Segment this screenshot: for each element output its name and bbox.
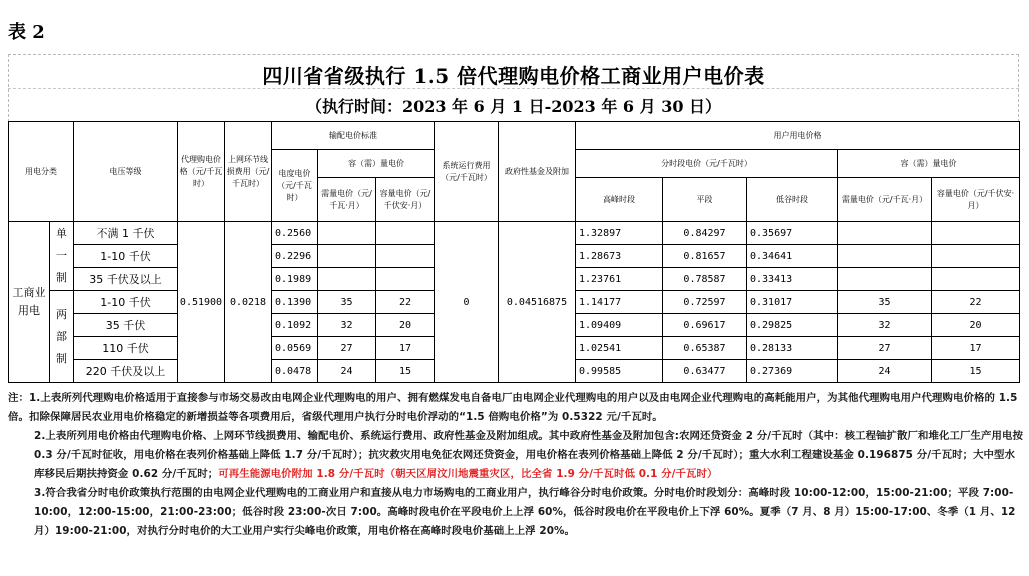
header-gov-fund: 政府性基金及附加: [499, 122, 576, 222]
user-demand-cell: [838, 222, 932, 245]
voltage-cell: 1-10 千伏: [74, 245, 178, 268]
energy-cell: 0.0478: [272, 360, 318, 383]
flat-cell: 0.78587: [663, 268, 747, 291]
demand-cell: [318, 245, 376, 268]
peak-cell: 1.09409: [576, 314, 663, 337]
peak-cell: 1.02541: [576, 337, 663, 360]
header-user-demand: 需量电价（元/千瓦·月）: [838, 178, 932, 222]
energy-cell: 0.2560: [272, 222, 318, 245]
user-demand-cell: 27: [838, 337, 932, 360]
energy-cell: 0.1092: [272, 314, 318, 337]
capacity-cell: [376, 268, 435, 291]
single-system-cell: 单 一 制: [50, 222, 74, 291]
valley-cell: 0.28133: [747, 337, 838, 360]
note-2: [8, 427, 1023, 484]
peak-cell: 1.23761: [576, 268, 663, 291]
capacity-cell: 15: [376, 360, 435, 383]
header-demand-price: 需量电价（元/千瓦·月）: [318, 178, 376, 222]
voltage-cell: 35 千伏及以上: [74, 268, 178, 291]
flat-cell: 0.69617: [663, 314, 747, 337]
user-capacity-cell: 15: [932, 360, 1020, 383]
header-flat: 平段: [663, 178, 747, 222]
note-2-text: 2.上表所列用电价格由代理购电价格、上网环节线损费用、输配电价、系统运行费用、政府性基金及附加组成。其中政府性基金及附加包含:农网还贷资金 2 分/千瓦时（其中：核工程铀扩散厂和堆化工厂生产用电按 0.3 分/千瓦时征收，用电价格在表列价格基础上降低 1.7 分/千瓦时）；抗灾救灾用电免征农网还贷资金，用电价格在表列价格基础上降低 2 分/千瓦时）；重大水利工程建设基金 0.196875 分/千瓦时；大中型水库移民后期扶持资金 0.62 分/千瓦时；: [34, 430, 1023, 480]
page-subtitle: （执行时间：2023 年 6 月 1 日-2023 年 6 月 30 日）: [305, 97, 722, 116]
voltage-cell: 220 千伏及以上: [74, 360, 178, 383]
valley-cell: 0.34641: [747, 245, 838, 268]
system-fee-cell: 0: [435, 222, 499, 383]
demand-cell: 35: [318, 291, 376, 314]
user-capacity-cell: 20: [932, 314, 1020, 337]
header-capacity-group: 容（需）量电价: [318, 150, 435, 178]
category-cell: 工商业用电: [9, 222, 50, 383]
header-energy-price: 电度电价（元/千瓦时）: [272, 150, 318, 222]
header-peak: 高峰时段: [576, 178, 663, 222]
notes-section: [8, 389, 1023, 541]
user-demand-cell: [838, 268, 932, 291]
demand-cell: 32: [318, 314, 376, 337]
peak-cell: 1.32897: [576, 222, 663, 245]
note-2-highlight: 可再生能源电价附加 1.8 分/千瓦时（朝天区屑汶川地震重灾区，比全省 1.9 分/千瓦时低 0.1 分/千瓦时）: [218, 468, 718, 480]
proxy-price-cell: 0.51900: [178, 222, 225, 383]
energy-cell: 0.0569: [272, 337, 318, 360]
user-demand-cell: [838, 245, 932, 268]
capacity-cell: [376, 245, 435, 268]
header-transmission: 输配电价标准: [272, 122, 435, 150]
note-1: 注：1.上表所列代理购电价格适用于直接参与市场交易改由电网企业代理购电的用户、拥有燃煤发电自备电厂由电网企业代理购电的用户以及由电网企业代理购电的高耗能用户，为其他代理购电用户代理购电价格的 1.5 倍。扣除保障居民农业用电价格稳定的新增损益等各项费用后，省级代理用户执行分时电价浮动的“1.5 倍购电价格”为 0.5322 元/千瓦时。: [8, 392, 1018, 423]
header-proxy-price: 代理购电价格（元/千瓦时）: [178, 122, 225, 222]
title-divider: [8, 88, 1019, 89]
flat-cell: 0.72597: [663, 291, 747, 314]
note-3: 3.符合我省分时电价政策执行范围的由电网企业代理购电的工商业用户和直接从电力市场购电的工商业用户，执行峰谷分时电价政策。分时电价时段划分：高峰时段 10:00-12:00，15:00-21:00；平段 7:00-10:00，12:00-15:00，21:00-23:00；低谷时段 23:00-次日 7:00。高峰时段电价在平段电价上上浮 60%，低谷时段电价在平段电价上下浮 60%。夏季（7 月、8 月）15:00-17:00、冬季（1 月、12 月）19:00-21:00，对执行分时电价的大工业用户实行尖峰电价政策，用电价格在高峰时段电价基础上上浮 20%。: [34, 487, 1016, 537]
header-tou-price: 分时段电价（元/千瓦时）: [576, 150, 838, 178]
peak-cell: 1.28673: [576, 245, 663, 268]
grid-fee-cell: 0.0218: [225, 222, 272, 383]
header-valley: 低谷时段: [747, 178, 838, 222]
user-demand-cell: 24: [838, 360, 932, 383]
capacity-cell: 17: [376, 337, 435, 360]
flat-cell: 0.81657: [663, 245, 747, 268]
header-user-capacity-group: 容（需）量电价: [838, 150, 1020, 178]
table-row: [9, 222, 1020, 245]
user-demand-cell: 35: [838, 291, 932, 314]
flat-cell: 0.84297: [663, 222, 747, 245]
page-title: 四川省省级执行 1.5 倍代理购电价格工商业用户电价表: [262, 64, 765, 88]
voltage-cell: 1-10 千伏: [74, 291, 178, 314]
demand-cell: [318, 268, 376, 291]
peak-cell: 1.14177: [576, 291, 663, 314]
user-capacity-cell: [932, 268, 1020, 291]
voltage-cell: 不满 1 千伏: [74, 222, 178, 245]
user-capacity-cell: [932, 245, 1020, 268]
peak-cell: 0.99585: [576, 360, 663, 383]
user-capacity-cell: 22: [932, 291, 1020, 314]
price-table: [8, 121, 1020, 383]
voltage-cell: 35 千伏: [74, 314, 178, 337]
header-user-capacity: 容量电价（元/千伏安·月）: [932, 178, 1020, 222]
header-capacity-price: 容量电价（元/千伏安·月）: [376, 178, 435, 222]
header-user-price: 用户用电价格: [576, 122, 1020, 150]
header-system-fee: 系统运行费用（元/千瓦时）: [435, 122, 499, 222]
valley-cell: 0.29825: [747, 314, 838, 337]
user-demand-cell: 32: [838, 314, 932, 337]
capacity-cell: 20: [376, 314, 435, 337]
capacity-cell: [376, 222, 435, 245]
valley-cell: 0.33413: [747, 268, 838, 291]
header-grid-fee: 上网环节线损费用（元/千瓦时）: [225, 122, 272, 222]
header-voltage: 电压等级: [74, 122, 178, 222]
energy-cell: 0.1390: [272, 291, 318, 314]
valley-cell: 0.31017: [747, 291, 838, 314]
flat-cell: 0.65387: [663, 337, 747, 360]
voltage-cell: 110 千伏: [74, 337, 178, 360]
valley-cell: 0.27369: [747, 360, 838, 383]
valley-cell: 0.35697: [747, 222, 838, 245]
user-capacity-cell: [932, 222, 1020, 245]
energy-cell: 0.2296: [272, 245, 318, 268]
two-part-system-cell: 两 部 制: [50, 291, 74, 383]
flat-cell: 0.63477: [663, 360, 747, 383]
demand-cell: [318, 222, 376, 245]
header-category: 用电分类: [9, 122, 74, 222]
table-number-label: 表 2: [8, 22, 45, 43]
user-capacity-cell: 17: [932, 337, 1020, 360]
gov-fund-cell: 0.04516875: [499, 222, 576, 383]
energy-cell: 0.1989: [272, 268, 318, 291]
capacity-cell: 22: [376, 291, 435, 314]
demand-cell: 24: [318, 360, 376, 383]
demand-cell: 27: [318, 337, 376, 360]
